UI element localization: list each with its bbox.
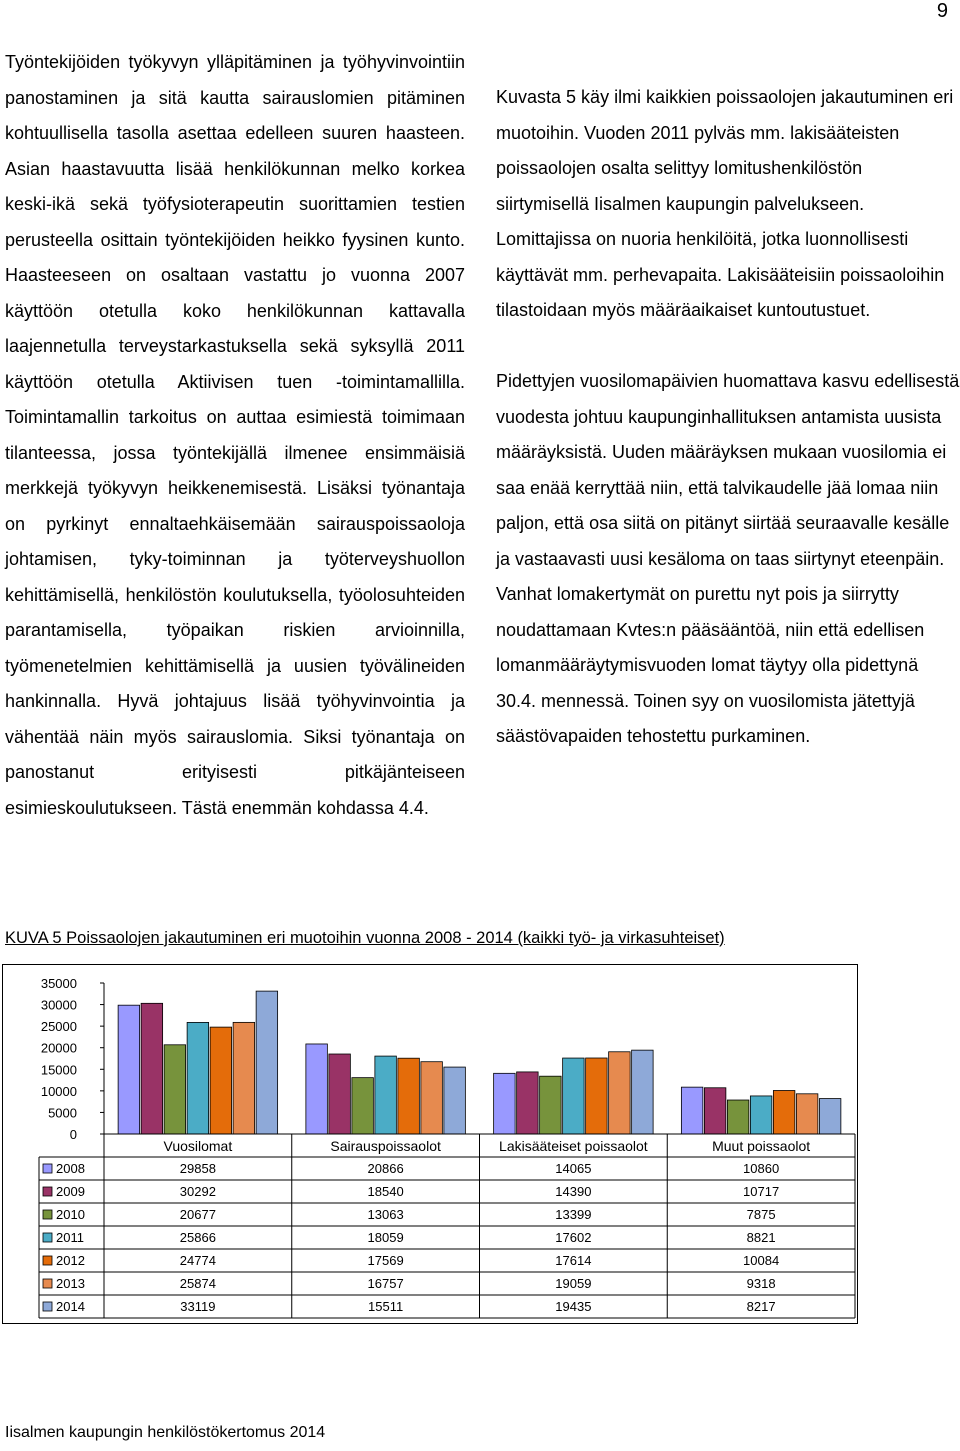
left-paragraph: Työntekijöiden työkyvyn ylläpitäminen ja työhyvinvointiin panostaminen ja sitä kautta sairauslomien pitäminen kohtuullisella tasolla asettaa edelleen suuren haasteen. Asian haastavuutta lisää henkilökunnan melko korkea keski-ikä sekä työfysioterapeutin suorittamien testien perusteella osittain työntekijöiden heikko fyysinen kunto. Haasteeseen on osaltaan vastattu jo vuonna 2007 käyttöön otetulla koko henkilökunnan kattavalla laajennetulla terveystarkastuksella sekä syksyllä 2011 käyttöön otetulla Aktiivisen tuen -toimintamallilla. Toimintamallin tarkoitus on auttaa esimiestä toimimaan tilanteessa, jossa työntekijällä ilmenee ensimmäisiä merkkejä työkyvyn heikkenemisestä. Lisäksi työnantaja on pyrkinyt ennaltaehkäisemään sairauspoissaoloja johtamisen, tyky-toiminnan ja työterveyshuollon kehittämisellä, henkilöstön koulutuksella, työolosuhteiden parantamisella, työpaikan riskien arvioinnilla, työmenetelmien kehittämisellä ja uusien työvälineiden hankinnalla. Hyvä johtajuus lisää työhyvinvointia ja vähentää näin myös sairauslomia. Siksi työnantaja on panostanut erityisesti pitkäjänteiseen esimieskoulutukseen. Tästä enemmän kohdassa 4.4.: [5, 52, 465, 818]
data-value: 17614: [555, 1253, 592, 1268]
left-column: [5, 45, 465, 826]
data-value: 33119: [180, 1299, 216, 1314]
y-tick-label: 0: [69, 1127, 77, 1142]
bar: [773, 1090, 795, 1134]
series-label: 2014: [56, 1299, 85, 1314]
bar: [164, 1045, 186, 1134]
legend-swatch: [43, 1187, 52, 1196]
bar: [517, 1072, 539, 1134]
bar: [141, 1003, 163, 1134]
data-value: 24774: [179, 1253, 216, 1268]
right-column: [496, 80, 960, 755]
bar: [609, 1052, 631, 1134]
legend-swatch: [43, 1256, 52, 1265]
bar: [704, 1088, 726, 1134]
data-value: 7875: [746, 1207, 776, 1222]
data-value: 30292: [179, 1184, 216, 1199]
category-label: Muut poissaolot: [712, 1138, 811, 1154]
bar: [494, 1073, 516, 1134]
data-value: 25874: [179, 1276, 216, 1291]
legend-swatch: [43, 1210, 52, 1219]
series-label: 2010: [56, 1207, 85, 1222]
data-value: 29858: [179, 1161, 216, 1176]
y-tick-label: 10000: [40, 1083, 77, 1099]
bar: [819, 1099, 841, 1134]
y-tick-label: 5000: [48, 1105, 77, 1121]
bar: [256, 991, 278, 1134]
legend-swatch: [43, 1302, 52, 1311]
data-value: 9318: [746, 1276, 776, 1291]
data-value: 19435: [555, 1299, 592, 1314]
data-value: 10717: [743, 1184, 780, 1199]
footer: Iisalmen kaupungin henkilöstökertomus 2014: [5, 1424, 326, 1441]
bar: [118, 1005, 140, 1134]
data-value: 16757: [367, 1276, 404, 1291]
series-label: 2008: [56, 1161, 85, 1176]
data-value: 14065: [555, 1161, 592, 1176]
y-tick-label: 35000: [40, 976, 77, 991]
data-value: 18540: [367, 1184, 404, 1199]
data-value: 15511: [368, 1299, 404, 1314]
data-value: 10860: [743, 1161, 780, 1176]
bar: [444, 1067, 466, 1134]
category-label: Lakisääteiset poissaolot: [499, 1138, 648, 1154]
data-value: 17602: [555, 1230, 592, 1245]
chart-container: [2, 964, 858, 1324]
bar: [681, 1087, 703, 1134]
bar: [540, 1076, 562, 1134]
bar: [329, 1054, 351, 1134]
data-value: 19059: [555, 1276, 592, 1291]
data-value: 18059: [367, 1230, 404, 1245]
bar: [210, 1027, 232, 1134]
bar: [306, 1044, 328, 1134]
right-paragraph-1: Kuvasta 5 käy ilmi kaikkien poissaolojen jakautuminen eri muotoihin. Vuoden 2011 pylväs mm. lakisääteisten poissaolojen osalta selittyy lomitushenkilöstön siirtymisellä Iisalmen kaupungin palvelukseen. Lomittajissa on nuoria henkilöitä, jotka luonnollisesti käyttävät mm. perhevapaita. Lakisääteisiin poissaoloihin tilastoidaan myös määräaikaiset kuntoutustuet.: [496, 87, 954, 320]
data-value: 8217: [746, 1299, 776, 1314]
series-label: 2011: [56, 1230, 84, 1245]
bar: [187, 1022, 209, 1134]
data-value: 13063: [367, 1207, 404, 1222]
series-label: 2012: [56, 1253, 85, 1268]
category-label: Vuosilomat: [163, 1138, 233, 1154]
data-value: 13399: [555, 1207, 592, 1222]
legend-swatch: [43, 1233, 52, 1242]
data-value: 17569: [367, 1253, 404, 1268]
data-value: 8821: [746, 1230, 776, 1245]
data-value: 10084: [743, 1253, 780, 1268]
data-value: 25866: [179, 1230, 216, 1245]
series-label: 2013: [56, 1276, 85, 1291]
y-tick-label: 25000: [40, 1019, 77, 1035]
category-label: Sairauspoissaolot: [330, 1138, 441, 1154]
legend-swatch: [43, 1164, 52, 1173]
bar: [796, 1094, 818, 1134]
series-label: 2009: [56, 1184, 85, 1199]
data-value: 20677: [179, 1207, 216, 1222]
bar: [233, 1022, 255, 1134]
bar: [586, 1058, 608, 1134]
data-value: 14390: [555, 1184, 592, 1199]
bar: [727, 1100, 749, 1134]
figure-caption: KUVA 5 Poissaolojen jakautuminen eri muotoihin vuonna 2008 - 2014 (kaikki työ- ja virkasuhteiset): [5, 929, 725, 947]
legend-swatch: [43, 1279, 52, 1288]
bar: [352, 1078, 374, 1134]
bar: [421, 1062, 443, 1134]
data-value: 20866: [367, 1161, 404, 1176]
bar: [375, 1056, 397, 1134]
bar: [750, 1096, 772, 1134]
bar: [398, 1058, 420, 1134]
bar-chart: [3, 965, 857, 1323]
page-number: 9: [936, 0, 948, 22]
y-tick-label: 30000: [40, 997, 77, 1013]
y-tick-label: 15000: [40, 1062, 77, 1078]
bar: [632, 1050, 654, 1134]
bar: [563, 1058, 585, 1134]
right-paragraph-2: Pidettyjen vuosilomapäivien huomattava kasvu edellisestä vuodesta johtuu kaupunginhallituksen antamista uusista määräyksistä. Uuden määräyksen mukaan vuosilomia ei saa enää kerryttää niin, että talvikaudelle jää lomaa niin paljon, että osa siitä on pitänyt siirtää seuraavalle kesälle ja vastaavasti uusi kesäloma on taas siirtynyt eteenpäin. Vanhat lomakertymät on purettu nyt pois ja siirrytty noudattamaan Kvtes:n pääsääntöä, niin että edellisen lomanmääräytymisvuoden lomat täytyy olla pidettynä 30.4. mennessä. Toinen syy on vuosilomista jätettyjä säästövapaiden tehostettu purkaminen.: [496, 371, 960, 746]
y-tick-label: 20000: [40, 1040, 77, 1056]
